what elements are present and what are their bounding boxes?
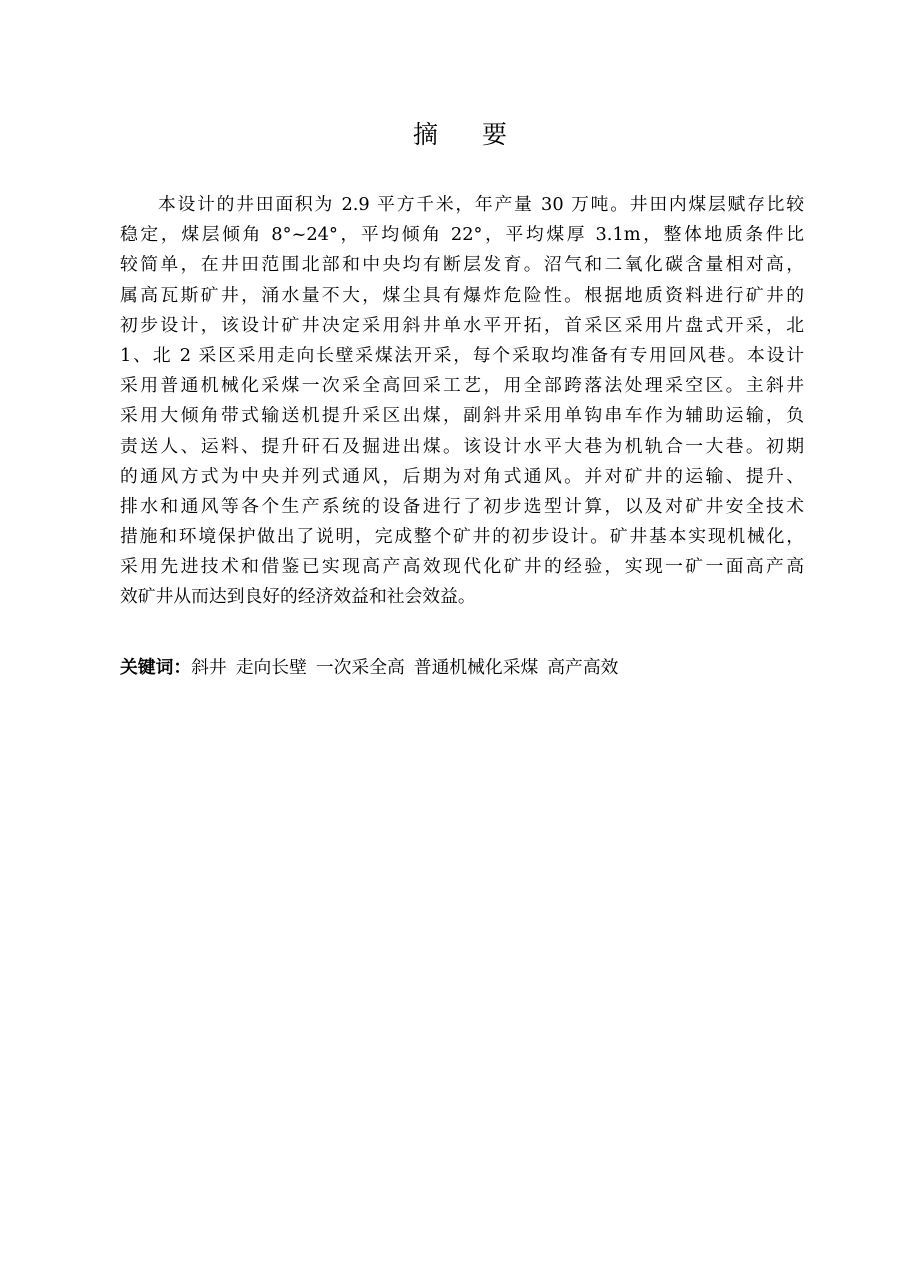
abstract-line: 排水和通风等各个生产系统的设备进行了初步选型计算，以及对矿井安全技术 xyxy=(120,495,804,517)
keyword-item: 斜井 xyxy=(191,657,227,678)
abstract-line: 属高瓦斯矿井，涌水量不大，煤尘具有爆炸危险性。根据地质资料进行矿井的 xyxy=(120,284,804,306)
keyword-item: 走向长壁 xyxy=(235,657,307,678)
abstract-line: 采用普通机械化采煤一次采全高回采工艺，用全部跨落法处理采空区。主斜井 xyxy=(120,375,804,397)
abstract-line: 措施和环境保护做出了说明，完成整个矿井的初步设计。矿井基本实现机械化， xyxy=(120,526,804,548)
abstract-line: 效矿井从而达到良好的经济效益和社会效益。 xyxy=(120,586,476,608)
abstract-line: 的通风方式为中央并列式通风，后期为对角式通风。并对矿井的运输、提升、 xyxy=(120,465,804,487)
abstract-line: 1、北 2 采区采用走向长壁采煤法开采，每个采取均准备有专用回风巷。本设计 xyxy=(120,344,804,366)
abstract-body xyxy=(120,190,804,613)
abstract-line: 稳定，煤层倾角 8°~24°，平均倾角 22°，平均煤厚 3.1m，整体地质条件比 xyxy=(120,224,804,246)
abstract-line: 采用先进技术和借鉴已实现高产高效现代化矿井的经验，实现一矿一面高产高 xyxy=(120,556,804,578)
abstract-line: 较简单，在井田范围北部和中央均有断层发育。沼气和二氧化碳含量相对高， xyxy=(120,254,804,276)
keywords-line xyxy=(120,653,804,683)
abstract-line: 初步设计，该设计矿井决定采用斜井单水平开拓，首采区采用片盘式开采，北 xyxy=(120,314,804,336)
abstract-title: 摘 要 xyxy=(413,120,525,149)
keyword-item: 一次采全高 xyxy=(315,657,405,678)
keyword-item: 普通机械化采煤 xyxy=(413,657,539,678)
abstract-line: 责送人、运料、提升矸石及掘进出煤。该设计水平大巷为机轨合一大巷。初期 xyxy=(120,435,804,457)
abstract-line: 本设计的井田面积为 2.9 平方千米，年产量 30 万吨。井田内煤层赋存比较 xyxy=(158,194,804,215)
keyword-item: 高产高效 xyxy=(547,657,619,678)
keywords-label: 关键词： xyxy=(120,657,192,678)
abstract-line: 采用大倾角带式输送机提升采区出煤，副斜井采用单钩串车作为辅助运输，负 xyxy=(120,405,804,427)
